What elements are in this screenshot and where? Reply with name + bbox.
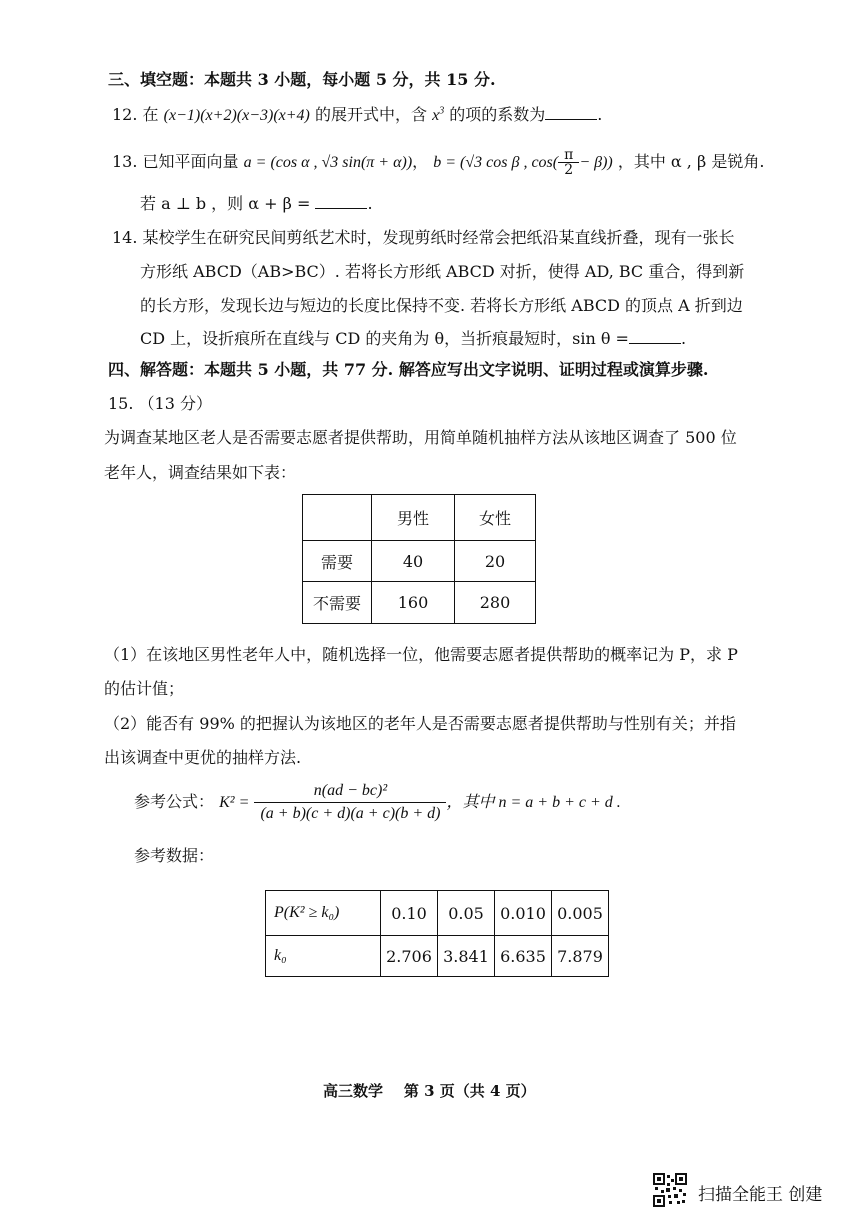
question-12: 12. 在 (x−1)(x+2)(x−3)(x+4) 的展开式中，含 $x^3$ 的项的系数为 . [112,105,603,124]
q12-pre: 在 [142,105,159,124]
question-14-line4: CD 上，设折痕所在直线与 CD 的夹角为 θ，当折痕最短时，sin θ = . [140,329,687,348]
row-label-probability: P(K² ≥ k₀) [266,891,381,936]
reference-formula: 参考公式： K² = $\frac{\text{n(ad − bc)²}}{(a + b)(c + d)(a + c)(b + d)}$ ，其中 n = a + b + c + d . [134,779,621,826]
table-header-row [303,495,536,541]
q15-part1-line2: 的估计值； [104,679,185,698]
question-14-line2: 方形纸 ABCD（AB>BC）. 若将长方形纸 ABCD 对折，使得 AD, BC 重合，得到新 [140,262,745,281]
formula-denominator: (a + b)(c + d)(a + c)(b + d) [260,805,441,822]
vector-b: b = (√3 cos β , cos( [433,154,559,171]
formula-numerator: n(ad − bc)² [254,780,446,803]
q12-answer-blank[interactable] [545,105,597,120]
q15-intro-line1: 为调查某地区老人是否需要志愿者提供帮助，用简单随机抽样方法从该地区调查了 500 位 [104,428,737,447]
q15-intro-line2: 老年人，调查结果如下表： [104,463,297,482]
table-cell: 6.635 [495,936,552,977]
row-label-need: 需要 [303,541,372,582]
q14-number: 14. [112,228,138,247]
table-cell: 160 [372,582,455,624]
table-row [303,541,536,582]
q13-answer-blank[interactable] [315,194,367,209]
q15-part1-line1: （1）在该地区男性老年人中，随机选择一位，他需要志愿者提供帮助的概率记为 P，求 P [104,645,738,664]
table-cell: 0.05 [438,891,495,936]
q12-term: $x^3$ [432,105,445,124]
table-row [266,891,609,936]
question-14-line3: 的长方形，发现长边与短边的长度比保持不变. 若将长方形纸 ABCD 的顶点 A 折到边 [140,296,743,315]
question-13-line1: 13. 已知平面向量 a = (cos α , √3 sin(π + α))， b = (√3 cos β , cos( $\frac{\pi}{2}$ − β)) ，其中 α , β 是锐角. [112,147,765,178]
q15-part2-line2: 出该调查中更优的抽样方法. [104,748,302,767]
row-label-k0: k₀ [266,936,381,977]
table-row [266,936,609,977]
survey-table [302,494,536,624]
formula-fraction [254,780,446,825]
q12-post: 的项的系数为 [449,105,546,124]
question-14-line1: 14. 某校学生在研究民间剪纸艺术时，发现剪纸时经常会把纸沿某直线折叠，现有一张长 [112,228,735,247]
q12-mid: 的展开式中，含 [314,105,427,124]
q15-header: 15. （13 分） [108,394,212,413]
pi-over-2: $\frac{\pi}{2}$ [558,148,579,177]
row-label-no-need: 不需要 [303,582,372,624]
table-cell: 7.879 [552,936,609,977]
table-cell: 40 [372,541,455,582]
q14-answer-blank[interactable] [629,329,681,344]
vector-a: a = (cos α , √3 sin(π + α)) [243,154,413,171]
col-header-female: 女性 [455,495,536,541]
page-footer: 高三数学 第 3 页（共 4 页） [323,1082,536,1100]
col-header-male: 男性 [372,495,455,541]
table-cell: 0.005 [552,891,609,936]
table-cell: 2.706 [381,936,438,977]
q13-number: 13. [112,152,138,171]
q12-expression: (x−1)(x+2)(x−3)(x+4) [163,107,310,124]
question-13-line2: 若 a ⊥ b ，则 α + β = . [140,194,373,213]
chi-square-table [265,890,609,977]
table-row [303,582,536,624]
section3-heading: 三、填空题：本题共 3 小题，每小题 5 分，共 15 分. [108,70,496,89]
formula-label: 参考公式： [134,792,215,811]
table-cell: 3.841 [438,936,495,977]
scanner-watermark: 扫描全能王 创建 [698,1185,823,1205]
table-cell: 0.010 [495,891,552,936]
table-cell: 280 [455,582,536,624]
table-cell: 20 [455,541,536,582]
q15-part2-line1: （2）能否有 99% 的把握认为该地区的老年人是否需要志愿者提供帮助与性别有关；并指 [104,714,736,733]
section4-heading: 四、解答题：本题共 5 小题，共 77 分. 解答应写出文字说明、证明过程或演算步骤. [108,360,709,379]
q12-number: 12. [112,105,138,124]
qr-code-icon [653,1173,687,1207]
reference-data-label: 参考数据： [134,846,215,865]
table-cell: 0.10 [381,891,438,936]
